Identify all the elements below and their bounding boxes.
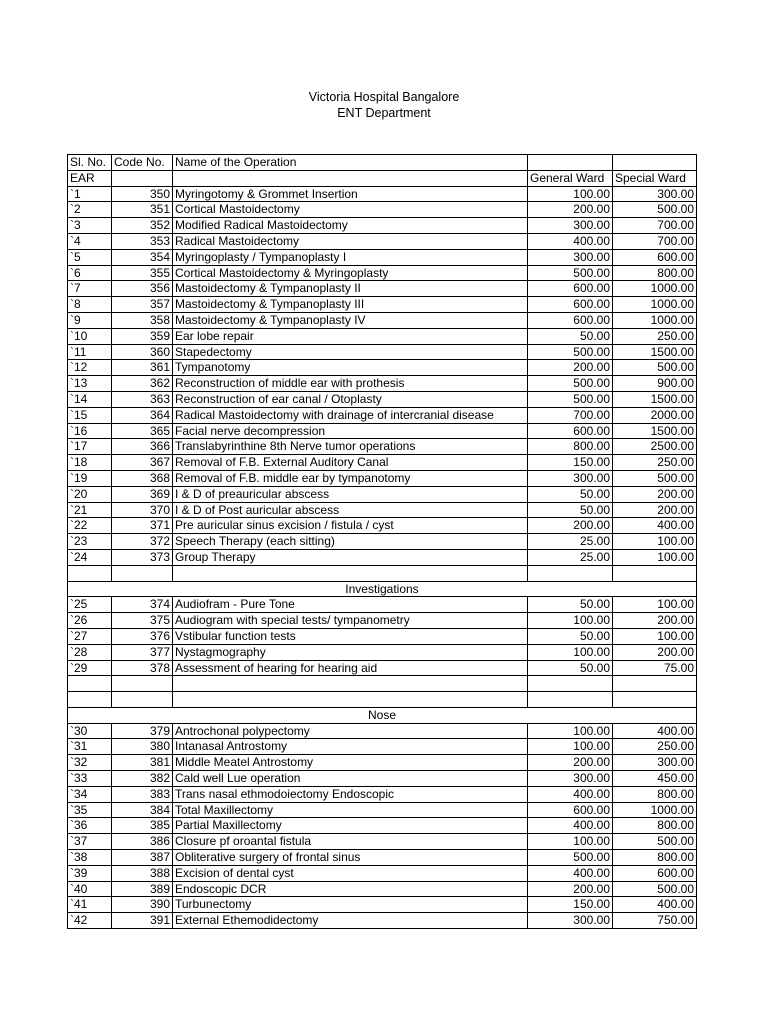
general-ward-cell: 200.00 <box>528 202 613 218</box>
general-ward-cell: 100.00 <box>528 834 613 850</box>
sl-no-cell: `36 <box>68 818 112 834</box>
empty-cell <box>613 565 697 581</box>
section-row <box>68 581 697 597</box>
sl-no-cell: `29 <box>68 660 112 676</box>
operation-name-cell: Radical Mastoidectomy with drainage of intercranial disease <box>173 407 528 423</box>
code-no-cell: 387 <box>112 850 173 866</box>
operation-name-cell: Antrochonal polypectomy <box>173 723 528 739</box>
special-ward-cell: 250.00 <box>613 455 697 471</box>
general-ward-cell: 50.00 <box>528 502 613 518</box>
table-row <box>68 297 697 313</box>
general-ward-cell: 100.00 <box>528 186 613 202</box>
operation-name-header: Name of the Operation <box>173 155 528 171</box>
sl-no-cell: `21 <box>68 502 112 518</box>
code-no-cell: 354 <box>112 249 173 265</box>
sl-no-cell: `4 <box>68 233 112 249</box>
table-row <box>68 850 697 866</box>
empty-cell <box>68 676 112 692</box>
operation-name-cell: Partial Maxillectomy <box>173 818 528 834</box>
special-ward-cell: 300.00 <box>613 186 697 202</box>
code-no-cell: 385 <box>112 818 173 834</box>
table-row <box>68 628 697 644</box>
code-no-cell: 375 <box>112 613 173 629</box>
section-title: Nose <box>68 707 697 723</box>
code-no-cell: 363 <box>112 391 173 407</box>
sl-no-cell: `20 <box>68 486 112 502</box>
table-row <box>68 486 697 502</box>
general-ward-cell: 500.00 <box>528 344 613 360</box>
operation-name-cell: Cald well Lue operation <box>173 771 528 787</box>
table-row <box>68 881 697 897</box>
code-no-header: Code No. <box>112 155 173 171</box>
general-ward-cell: 300.00 <box>528 913 613 929</box>
general-ward-cell: 700.00 <box>528 407 613 423</box>
operation-name-cell: Reconstruction of ear canal / Otoplasty <box>173 391 528 407</box>
special-ward-cell: 100.00 <box>613 628 697 644</box>
sl-no-cell: `23 <box>68 534 112 550</box>
empty-cell <box>173 170 528 186</box>
code-no-cell: 367 <box>112 455 173 471</box>
general-ward-cell: 200.00 <box>528 360 613 376</box>
operation-name-cell: Tympanotomy <box>173 360 528 376</box>
table-row <box>68 423 697 439</box>
special-ward-cell: 700.00 <box>613 218 697 234</box>
sl-no-cell: `30 <box>68 723 112 739</box>
code-no-cell: 373 <box>112 549 173 565</box>
table-row <box>68 233 697 249</box>
code-no-cell: 352 <box>112 218 173 234</box>
operation-name-cell: Endoscopic DCR <box>173 881 528 897</box>
general-ward-cell: 50.00 <box>528 328 613 344</box>
table-row <box>68 376 697 392</box>
sl-no-cell: `8 <box>68 297 112 313</box>
general-ward-cell: 150.00 <box>528 897 613 913</box>
special-ward-cell: 2500.00 <box>613 439 697 455</box>
special-ward-cell: 800.00 <box>613 818 697 834</box>
sl-no-cell: `10 <box>68 328 112 344</box>
code-no-cell: 381 <box>112 755 173 771</box>
code-no-cell: 360 <box>112 344 173 360</box>
section-ear-label: EAR <box>68 170 112 186</box>
special-ward-cell: 500.00 <box>613 881 697 897</box>
table-row <box>68 281 697 297</box>
empty-cell <box>613 692 697 708</box>
code-no-cell: 372 <box>112 534 173 550</box>
general-ward-cell: 300.00 <box>528 771 613 787</box>
operation-name-cell: Obliterative surgery of frontal sinus <box>173 850 528 866</box>
sl-no-cell: `42 <box>68 913 112 929</box>
operation-name-cell: Nystagmography <box>173 644 528 660</box>
table-row <box>68 328 697 344</box>
code-no-cell: 357 <box>112 297 173 313</box>
hospital-title: Victoria Hospital Bangalore <box>308 90 460 104</box>
table-row <box>68 613 697 629</box>
operation-name-cell: Ear lobe repair <box>173 328 528 344</box>
blank-row <box>68 692 697 708</box>
sl-no-cell: `39 <box>68 865 112 881</box>
general-ward-cell: 600.00 <box>528 312 613 328</box>
table-row <box>68 249 697 265</box>
header-row <box>68 155 697 171</box>
table-row <box>68 518 697 534</box>
table-row <box>68 439 697 455</box>
code-no-cell: 391 <box>112 913 173 929</box>
table-row <box>68 644 697 660</box>
general-ward-cell: 50.00 <box>528 597 613 613</box>
operation-name-cell: Excision of dental cyst <box>173 865 528 881</box>
general-ward-cell: 500.00 <box>528 850 613 866</box>
special-ward-cell: 1500.00 <box>613 423 697 439</box>
sl-no-cell: `2 <box>68 202 112 218</box>
special-ward-cell: 700.00 <box>613 233 697 249</box>
operation-name-cell: Intanasal Antrostomy <box>173 739 528 755</box>
general-ward-cell: 600.00 <box>528 423 613 439</box>
code-no-cell: 377 <box>112 644 173 660</box>
code-no-cell: 378 <box>112 660 173 676</box>
operation-name-cell: Myringotomy & Grommet Insertion <box>173 186 528 202</box>
table-row <box>68 786 697 802</box>
special-ward-cell: 500.00 <box>613 834 697 850</box>
code-no-cell: 366 <box>112 439 173 455</box>
empty-cell <box>528 676 613 692</box>
section-title: Investigations <box>68 581 697 597</box>
special-ward-cell: 200.00 <box>613 486 697 502</box>
code-no-cell: 374 <box>112 597 173 613</box>
sl-no-cell: `34 <box>68 786 112 802</box>
operation-name-cell: Mastoidectomy & Tympanoplasty II <box>173 281 528 297</box>
special-ward-cell: 100.00 <box>613 597 697 613</box>
sl-no-cell: `12 <box>68 360 112 376</box>
code-no-cell: 353 <box>112 233 173 249</box>
special-ward-cell: 800.00 <box>613 265 697 281</box>
table-row <box>68 265 697 281</box>
table-row <box>68 660 697 676</box>
operations-table <box>67 154 697 929</box>
code-no-cell: 371 <box>112 518 173 534</box>
sl-no-cell: `14 <box>68 391 112 407</box>
operation-name-cell: Removal of F.B. middle ear by tympanotomy <box>173 470 528 486</box>
operation-name-cell: Speech Therapy (each sitting) <box>173 534 528 550</box>
operation-name-cell: Removal of F.B. External Auditory Canal <box>173 455 528 471</box>
table-row <box>68 739 697 755</box>
sl-no-cell: `31 <box>68 739 112 755</box>
operation-name-cell: Mastoidectomy & Tympanoplasty IV <box>173 312 528 328</box>
special-ward-cell: 250.00 <box>613 739 697 755</box>
special-ward-cell: 1000.00 <box>613 802 697 818</box>
sl-no-cell: `5 <box>68 249 112 265</box>
special-ward-cell: 2000.00 <box>613 407 697 423</box>
empty-cell <box>173 676 528 692</box>
section-row <box>68 707 697 723</box>
general-ward-cell: 100.00 <box>528 723 613 739</box>
operation-name-cell: Stapedectomy <box>173 344 528 360</box>
operation-name-cell: External Ethemodidectomy <box>173 913 528 929</box>
general-ward-cell: 600.00 <box>528 281 613 297</box>
table-row <box>68 360 697 376</box>
general-ward-cell: 300.00 <box>528 218 613 234</box>
table-row <box>68 312 697 328</box>
table-row <box>68 186 697 202</box>
operation-name-cell: Trans nasal ethmodoiectomy Endoscopic <box>173 786 528 802</box>
operation-name-cell: Closure pf oroantal fistula <box>173 834 528 850</box>
operation-name-cell: Turbunectomy <box>173 897 528 913</box>
code-no-cell: 359 <box>112 328 173 344</box>
sl-no-cell: `6 <box>68 265 112 281</box>
general-ward-cell: 25.00 <box>528 549 613 565</box>
operation-name-cell: Reconstruction of middle ear with prothesis <box>173 376 528 392</box>
general-ward-cell: 500.00 <box>528 376 613 392</box>
empty-cell <box>528 565 613 581</box>
sl-no-cell: `17 <box>68 439 112 455</box>
operation-name-cell: Translabyrinthine 8th Nerve tumor operations <box>173 439 528 455</box>
table-row <box>68 344 697 360</box>
general-ward-cell: 500.00 <box>528 265 613 281</box>
special-ward-cell: 200.00 <box>613 644 697 660</box>
special-ward-cell: 1500.00 <box>613 344 697 360</box>
table-row <box>68 407 697 423</box>
sl-no-cell: `3 <box>68 218 112 234</box>
operation-name-cell: Myringoplasty / Tympanoplasty I <box>173 249 528 265</box>
general-ward-header: General Ward <box>528 170 613 186</box>
sl-no-cell: `11 <box>68 344 112 360</box>
code-no-cell: 389 <box>112 881 173 897</box>
general-ward-cell: 300.00 <box>528 249 613 265</box>
special-ward-cell: 750.00 <box>613 913 697 929</box>
code-no-cell: 355 <box>112 265 173 281</box>
sl-no-cell: `19 <box>68 470 112 486</box>
code-no-cell: 382 <box>112 771 173 787</box>
subheader-row <box>68 170 697 186</box>
empty-cell <box>112 692 173 708</box>
empty-cell <box>68 692 112 708</box>
operation-name-cell: Middle Meatel Antrostomy <box>173 755 528 771</box>
sl-no-cell: `37 <box>68 834 112 850</box>
sl-no-cell: `35 <box>68 802 112 818</box>
special-ward-cell: 450.00 <box>613 771 697 787</box>
special-ward-cell: 900.00 <box>613 376 697 392</box>
blank-row <box>68 565 697 581</box>
operation-name-cell: Assessment of hearing for hearing aid <box>173 660 528 676</box>
special-ward-cell: 300.00 <box>613 755 697 771</box>
general-ward-cell: 400.00 <box>528 818 613 834</box>
sl-no-cell: `38 <box>68 850 112 866</box>
general-ward-cell: 400.00 <box>528 233 613 249</box>
general-ward-cell: 200.00 <box>528 755 613 771</box>
empty-cell <box>68 565 112 581</box>
code-no-cell: 379 <box>112 723 173 739</box>
table-row <box>68 202 697 218</box>
empty-cell <box>173 565 528 581</box>
table-row <box>68 470 697 486</box>
special-ward-cell: 1000.00 <box>613 312 697 328</box>
table-row <box>68 913 697 929</box>
general-ward-cell: 200.00 <box>528 518 613 534</box>
sl-no-cell: `13 <box>68 376 112 392</box>
table-row <box>68 802 697 818</box>
code-no-cell: 370 <box>112 502 173 518</box>
operation-name-cell: Audiofram - Pure Tone <box>173 597 528 613</box>
operation-name-cell: I & D of Post auricular abscess <box>173 502 528 518</box>
code-no-cell: 358 <box>112 312 173 328</box>
empty-cell <box>528 692 613 708</box>
department-title: ENT Department <box>337 106 431 120</box>
table-row <box>68 834 697 850</box>
code-no-cell: 380 <box>112 739 173 755</box>
sl-no-header: Sl. No. <box>68 155 112 171</box>
code-no-cell: 361 <box>112 360 173 376</box>
sl-no-cell: `27 <box>68 628 112 644</box>
empty-cell <box>112 676 173 692</box>
general-ward-cell: 800.00 <box>528 439 613 455</box>
general-ward-cell: 200.00 <box>528 881 613 897</box>
general-ward-cell: 100.00 <box>528 613 613 629</box>
general-ward-cell: 100.00 <box>528 644 613 660</box>
table-row <box>68 723 697 739</box>
sl-no-cell: `1 <box>68 186 112 202</box>
sl-no-cell: `33 <box>68 771 112 787</box>
special-ward-cell: 600.00 <box>613 249 697 265</box>
operation-name-cell: Group Therapy <box>173 549 528 565</box>
table-row <box>68 549 697 565</box>
table-row <box>68 534 697 550</box>
sl-no-cell: `25 <box>68 597 112 613</box>
table-row <box>68 218 697 234</box>
code-no-cell: 388 <box>112 865 173 881</box>
special-ward-cell: 100.00 <box>613 534 697 550</box>
code-no-cell: 350 <box>112 186 173 202</box>
table-row <box>68 597 697 613</box>
table-row <box>68 755 697 771</box>
table-row <box>68 502 697 518</box>
table-row <box>68 391 697 407</box>
general-ward-cell: 300.00 <box>528 470 613 486</box>
code-no-cell: 383 <box>112 786 173 802</box>
operation-name-cell: Total Maxillectomy <box>173 802 528 818</box>
sl-no-cell: `7 <box>68 281 112 297</box>
operation-name-cell: Vstibular function tests <box>173 628 528 644</box>
table-row <box>68 818 697 834</box>
special-ward-cell: 600.00 <box>613 865 697 881</box>
special-ward-cell: 500.00 <box>613 360 697 376</box>
special-ward-cell: 1500.00 <box>613 391 697 407</box>
special-ward-cell: 100.00 <box>613 549 697 565</box>
special-ward-cell: 500.00 <box>613 202 697 218</box>
code-no-cell: 384 <box>112 802 173 818</box>
table-row <box>68 455 697 471</box>
special-ward-cell: 400.00 <box>613 518 697 534</box>
sl-no-cell: `24 <box>68 549 112 565</box>
general-ward-cell: 400.00 <box>528 865 613 881</box>
special-ward-cell: 200.00 <box>613 502 697 518</box>
general-ward-cell: 50.00 <box>528 660 613 676</box>
special-ward-cell: 75.00 <box>613 660 697 676</box>
operation-name-cell: Audiogram with special tests/ tympanometry <box>173 613 528 629</box>
operation-name-cell: Mastoidectomy & Tympanoplasty III <box>173 297 528 313</box>
sl-no-cell: `22 <box>68 518 112 534</box>
code-no-cell: 356 <box>112 281 173 297</box>
sl-no-cell: `32 <box>68 755 112 771</box>
operation-name-cell: I & D of preauricular abscess <box>173 486 528 502</box>
special-ward-cell: 1000.00 <box>613 297 697 313</box>
special-ward-header: Special Ward <box>613 170 697 186</box>
sl-no-cell: `9 <box>68 312 112 328</box>
sl-no-cell: `16 <box>68 423 112 439</box>
code-no-cell: 386 <box>112 834 173 850</box>
table-row <box>68 897 697 913</box>
empty-cell <box>613 676 697 692</box>
general-ward-cell: 100.00 <box>528 739 613 755</box>
blank-row <box>68 676 697 692</box>
code-no-cell: 390 <box>112 897 173 913</box>
table-row <box>68 865 697 881</box>
sl-no-cell: `40 <box>68 881 112 897</box>
special-ward-cell: 1000.00 <box>613 281 697 297</box>
general-ward-cell: 400.00 <box>528 786 613 802</box>
operation-name-cell: Cortical Mastoidectomy & Myringoplasty <box>173 265 528 281</box>
code-no-cell: 351 <box>112 202 173 218</box>
general-ward-cell: 500.00 <box>528 391 613 407</box>
code-no-cell: 365 <box>112 423 173 439</box>
sl-no-cell: `26 <box>68 613 112 629</box>
table-row <box>68 771 697 787</box>
sl-no-cell: `18 <box>68 455 112 471</box>
special-ward-cell: 250.00 <box>613 328 697 344</box>
general-ward-cell: 50.00 <box>528 628 613 644</box>
operation-name-cell: Modified Radical Mastoidectomy <box>173 218 528 234</box>
special-ward-cell: 800.00 <box>613 786 697 802</box>
special-ward-cell: 200.00 <box>613 613 697 629</box>
empty-cell <box>112 565 173 581</box>
code-no-cell: 362 <box>112 376 173 392</box>
code-no-cell: 368 <box>112 470 173 486</box>
sl-no-cell: `28 <box>68 644 112 660</box>
general-ward-cell: 150.00 <box>528 455 613 471</box>
general-ward-cell: 25.00 <box>528 534 613 550</box>
operation-name-cell: Facial nerve decompression <box>173 423 528 439</box>
general-ward-cell: 600.00 <box>528 297 613 313</box>
code-no-cell: 364 <box>112 407 173 423</box>
special-ward-cell: 400.00 <box>613 723 697 739</box>
sl-no-cell: `15 <box>68 407 112 423</box>
special-ward-cell: 400.00 <box>613 897 697 913</box>
empty-cell <box>173 692 528 708</box>
special-ward-cell: 500.00 <box>613 470 697 486</box>
empty-cell <box>112 170 173 186</box>
operation-name-cell: Pre auricular sinus excision / fistula / cyst <box>173 518 528 534</box>
sl-no-cell: `41 <box>68 897 112 913</box>
operation-name-cell: Radical Mastoidectomy <box>173 233 528 249</box>
general-ward-cell: 600.00 <box>528 802 613 818</box>
general-ward-cell: 50.00 <box>528 486 613 502</box>
code-no-cell: 369 <box>112 486 173 502</box>
special-ward-cell: 800.00 <box>613 850 697 866</box>
code-no-cell: 376 <box>112 628 173 644</box>
operation-name-cell: Cortical Mastoidectomy <box>173 202 528 218</box>
